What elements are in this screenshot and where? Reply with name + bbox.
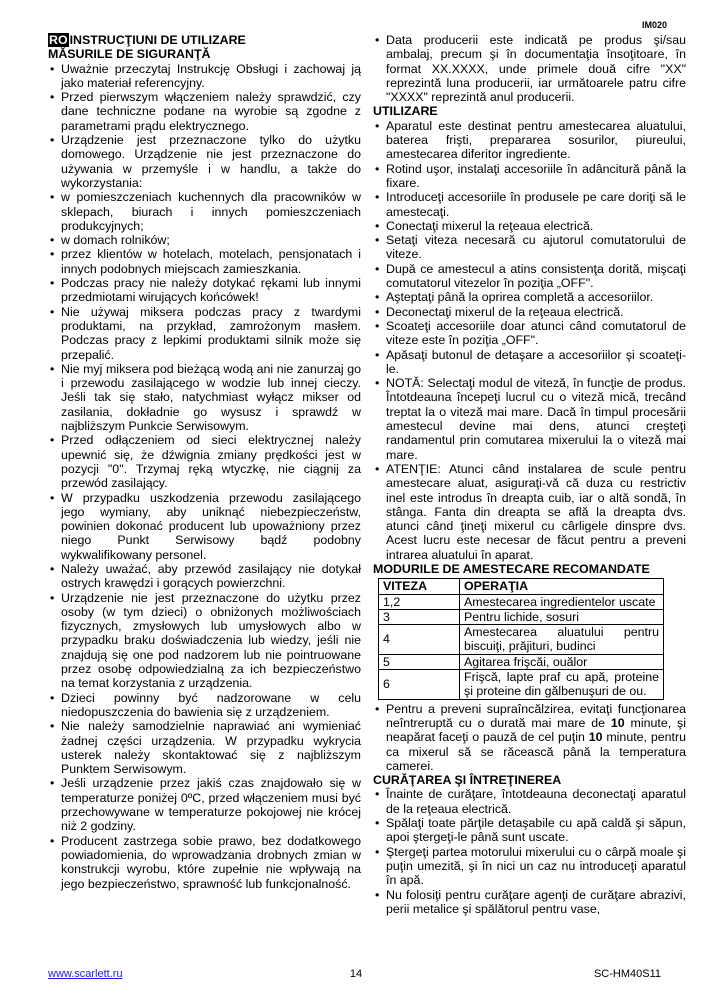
list-item: • Introduceţi accesoriile în produsele pe care doriţi să le amestecaţi.: [373, 190, 686, 219]
list-item: • Deconectaţi mixerul de la reţeaua electrică.: [373, 305, 686, 319]
overheat-note: [373, 702, 686, 773]
note-text: minute, pentru ca mixerul să se răcească până la temperatura camerei.: [386, 730, 686, 773]
overheat-note-list: [373, 702, 686, 773]
model-number: SC-HM40S11: [593, 968, 661, 980]
list-item: • Przed pierwszym włączeniem należy sprawdzić, czy dane techniczne podane na wyrobie są zgodne z parametrami prądu elektrycznego.: [48, 90, 361, 133]
language-badge: RO: [49, 33, 68, 47]
speed-cell: 3: [379, 609, 460, 624]
mixing-modes-heading: MODURILE DE AMESTECARE RECOMANDATE: [373, 561, 650, 576]
right-column: [373, 33, 686, 916]
note-text: Pentru a preveni supraîncălzirea, evitaţi funcţionarea neîntreruptă cu o durată mai mare de: [386, 701, 686, 730]
list-item: • Aşteptaţi până la oprirea completă a accesoriilor.: [373, 290, 686, 304]
list-item: • Urządzenie jest przeznaczone tylko do użytku domowego. Urządzenie nie jest przeznaczone do używania w przemyśle i w handlu, a także do wykorzystania:: [48, 133, 361, 190]
list-item: • Należy uważać, aby przewód zasilający nie dotykał ostrych krawędzi i gorących powierzchni.: [48, 562, 361, 591]
usage-heading: UTILIZARE: [373, 104, 438, 119]
list-item: • Jeśli urządzenie przez jakiś czas znajdowało się w temperaturze poniżej 0ºC, przed włączeniem musi być przechowywane w temperaturze pokojowej nie krócej niż 2 godziny.: [48, 776, 361, 833]
list-item: • După ce amestecul a atins consistenţa dorită, mişcaţi comutatorul vitezelor în poziţia „OFF".: [373, 262, 686, 291]
speed-cell: 6: [379, 670, 460, 700]
list-item: • Uważnie przeczytaj Instrukcję Obsługi i zachowaj ją jako materiał referencyjny.: [48, 62, 361, 91]
list-item: • Nu folosiţi pentru curăţare agenţi de curăţare abrazivi, perii metalice şi spălătorul pentru vase,: [373, 888, 686, 917]
model-code-header: IM020: [641, 20, 667, 30]
list-item: • Nie myj miksera pod bieżącą wodą ani nie zanurzaj go i przewodu zasilającego w wodzie lub innej cieczy. Jeśli tak się stało, natychmiast wyłącz mikser od zasilania, dokładnie go wysusz i sprawdź w najbliższym Punkcie Serwisowym.: [48, 362, 361, 433]
list-item: • Producent zastrzega sobie prawo, bez dodatkowego powiadomienia, do wprowadzania drobnych zmian w konstrukcji wyrobu, które zupełnie nie wpływają na jego bezpieczeństwo, sprawność lub funkcjonalność.: [48, 834, 361, 891]
cleaning-heading: CURĂŢAREA ŞI ÎNTREŢINEREA: [373, 773, 562, 788]
operation-cell: Amestecarea aluatului pentru biscuiţi, prăjituri, budinci: [460, 625, 664, 655]
list-item: • Înainte de curăţare, întotdeauna deconectaţi aparatul de la reţeaua electrică.: [373, 787, 686, 816]
list-item: • ATENŢIE: Atunci când instalarea de scule pentru amestecare aluat, asiguraţi-vă că duza cu restrictiv inel este introdus în dreapta cuib, iar o altă sondă, în stânga. Fanta din dreapta se află la dreapta dvs. atunci când ţineţi mixerul cu cârligele dinspre dvs. Acest lucru este necesar de făcut pentru a preveni intrarea aluatului în aparat.: [373, 462, 686, 562]
list-item: • Przed odłączeniem od sieci elektrycznej należy upewnić się, że dźwignia zmiany prędkości jest w pozycji "0". Trzymaj ręką wtyczkę, nie ciągnij za przewód zasilający.: [48, 433, 361, 490]
minutes-value: 10: [610, 715, 625, 730]
website-link[interactable]: www.scarlett.ru: [48, 968, 123, 980]
list-item: • Dzieci powinny być nadzorowane w celu niedopuszczenia do bawienia się z urządzeniem.: [48, 691, 361, 720]
speed-cell: 5: [379, 654, 460, 669]
speed-cell: 1,2: [379, 594, 460, 609]
production-date-list: [373, 33, 686, 104]
document-title: [48, 33, 361, 47]
safety-list: [48, 62, 361, 891]
list-item: • Spălaţi toate părţile detaşabile cu apă caldă şi săpun, apoi ştergeţi-le până sunt uscate.: [373, 816, 686, 845]
list-item: • W przypadku uszkodzenia przewodu zasilającego jego wymiany, aby uniknąć niebezpieczeństw, powinien dokonać producent lub upoważniony przez niego Punkt Serwisowy bądź podobny wykwalifikowany personel.: [48, 491, 361, 562]
list-item: • przez klientów w hotelach, motelach, pensjonatach i innych podobnych miejscach zamieszkania.: [48, 247, 361, 276]
table-row: [379, 654, 664, 669]
list-item: • Urządzenie nie jest przeznaczone do użytku przez osoby (w tym dzieci) o obniżonych możliwościach fizycznych, zmysłowych lub umysłowych albo w przypadku braku doświadczenia lub wiedzy, jeśli nie znajdują się one pod nadzorem lub nie pointruowane przez osobę odpowiedzialną za ich bezpieczeństwo na temat korzystania z urządzenia.: [48, 591, 361, 691]
usage-list: [373, 119, 686, 562]
minutes-value: 10: [588, 730, 603, 745]
safety-heading: MĂSURILE DE SIGURANŢĂ: [48, 47, 211, 62]
mixing-modes-table: [378, 578, 664, 699]
list-item: • Apăsaţi butonul de detaşare a accesoriilor şi scoateţi-le.: [373, 348, 686, 377]
page-number: 14: [349, 968, 363, 980]
list-item: • Nie używaj miksera podczas pracy z twardymi produktami, na przykład, zamrożonym masłem. Podczas pracy z lepkimi produktami silnik może się przepalić.: [48, 305, 361, 362]
list-item: • w domach rolników;: [48, 233, 361, 247]
table-row: [379, 670, 664, 700]
table-row: [379, 625, 664, 655]
list-item: • Aparatul este destinat pentru amestecarea aluatului, baterea frişti, prepararea sosurilor, piureului, amestecarea diferitor ingrediente.: [373, 119, 686, 162]
list-item: • w pomieszczeniach kuchennych dla pracowników w sklepach, biurach i innych pomieszczeniach produkcyjnych;: [48, 190, 361, 233]
list-item: • NOTĂ: Selectaţi modul de viteză, în funcţie de produs. Întotdeauna începeţi lucrul cu o viteză mică, trecând treptat la o viteză mai mare. Dacă în timpul procesării amestecul devine mai dens, atunci creşteţi randamentul prin comutarea mixerului la o viteză mai mare.: [373, 376, 686, 462]
operation-cell: Frişcă, lapte praf cu apă, proteine şi proteine din gălbenuşuri de ou.: [460, 670, 664, 700]
list-item: • Setaţi viteza necesară cu ajutorul comutatorului de viteze.: [373, 233, 686, 262]
operation-cell: Agitarea frişcăi, ouălor: [460, 654, 664, 669]
column-header-speed: VITEZA: [379, 579, 460, 594]
speed-cell: 4: [379, 625, 460, 655]
list-item: • Conectaţi mixerul la reţeaua electrică.: [373, 219, 686, 233]
table-header-row: [379, 579, 664, 594]
left-column: [48, 33, 361, 891]
operation-cell: Pentru lichide, sosuri: [460, 609, 664, 624]
list-item: • Scoateţi accesoriile doar atunci când comutatorul de viteze este în poziţia „OFF".: [373, 319, 686, 348]
list-item: • Data producerii este indicată pe produs şi/sau ambalaj, precum şi în documentaţia însoţitoare, în format XX.XXXX, unde primele două cifre "XX" reprezintă luna producerii, iar următoarele patru cifre "XXXX" reprezintă anul producerii.: [373, 33, 686, 104]
list-item: • Ştergeţi partea motorului mixerului cu o cârpă moale şi puţin umezită, şi în nici un caz nu introduceţi aparatul în apă.: [373, 845, 686, 888]
table-row: [379, 609, 664, 624]
list-item: • Podczas pracy nie należy dotykać rękami lub innymi przedmiotami wirujących końcówek!: [48, 276, 361, 305]
column-header-operation: OPERAŢIA: [460, 579, 664, 594]
operation-cell: Amestecarea ingredientelor uscate: [460, 594, 664, 609]
title-text: INSTRUCŢIUNI DE UTILIZARE: [69, 33, 246, 47]
table-row: [379, 594, 664, 609]
cleaning-list: [373, 787, 686, 916]
note-text: minute, şi neapărat faceţi o pauză de cel puţin: [386, 715, 686, 745]
list-item: • Rotind uşor, instalaţi accesoriile în adâncitură până la fixare.: [373, 162, 686, 191]
list-item: • Nie należy samodzielnie naprawiać ani wymieniać żadnej części urządzenia. W przypadku wykrycia usterek należy skontaktować się z najbliższym Punktem Serwisowym.: [48, 719, 361, 776]
